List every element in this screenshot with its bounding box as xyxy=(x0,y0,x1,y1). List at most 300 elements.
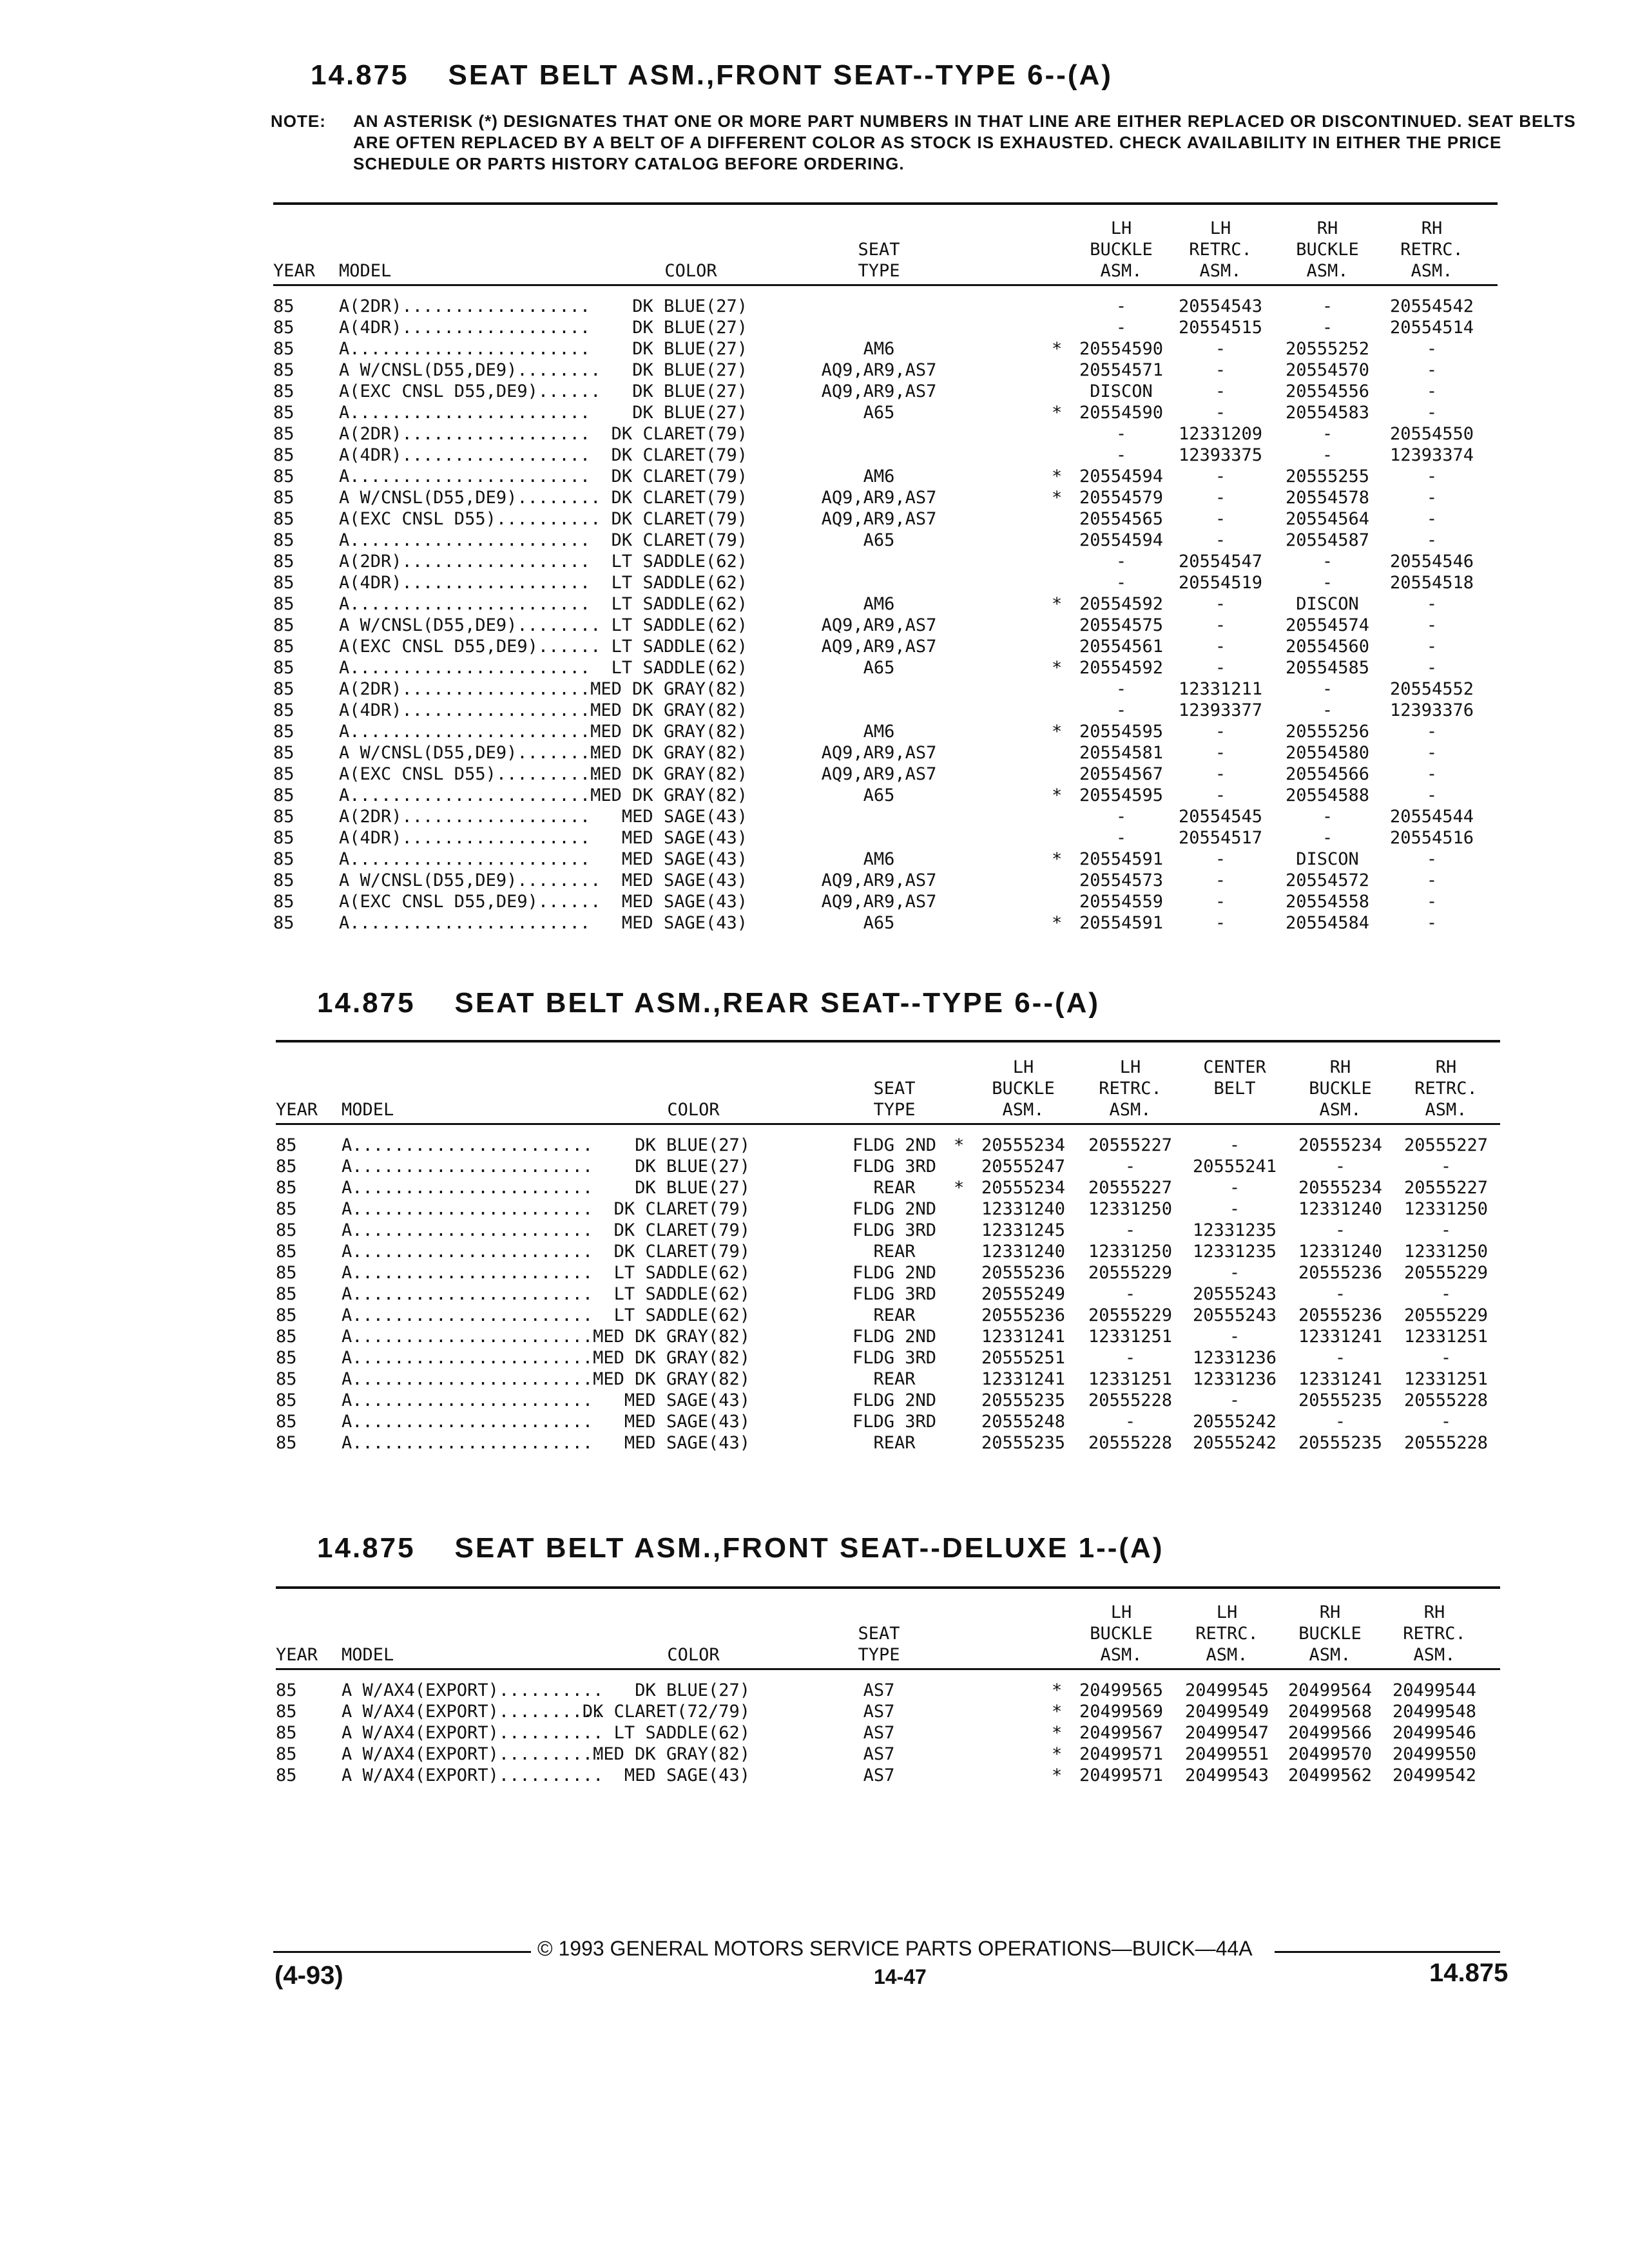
row-year: 85 xyxy=(273,892,294,912)
row-part-number: 20554561 xyxy=(1079,637,1164,657)
row-part-number: 20554580 xyxy=(1285,743,1370,763)
row-model: A W/AX4(EXPORT).......... xyxy=(342,1702,604,1722)
col-header-year: YEAR xyxy=(276,1100,318,1120)
row-part-number: - xyxy=(1426,339,1438,359)
row-part-number: 20555234 xyxy=(1298,1135,1383,1155)
col-header-part: ASM. xyxy=(1109,1100,1152,1120)
row-part-number: - xyxy=(1426,466,1438,486)
row-part-number: 20555227 xyxy=(1403,1135,1489,1155)
row-model: A....................... xyxy=(342,1412,593,1432)
row-part-number: - xyxy=(1115,828,1127,848)
row-part-number: 20499544 xyxy=(1392,1680,1477,1700)
row-part-number: 20499543 xyxy=(1184,1765,1269,1785)
row-model: A....................... xyxy=(339,403,591,423)
row-part-number: 20555236 xyxy=(981,1263,1066,1283)
row-part-number: 12393376 xyxy=(1389,700,1474,720)
row-part-number: 20554559 xyxy=(1079,892,1164,912)
row-color: MED SAGE(43) xyxy=(621,828,747,848)
row-part-number: 20554550 xyxy=(1389,424,1474,444)
row-part-number: 20555228 xyxy=(1088,1390,1173,1410)
note-label: NOTE: xyxy=(271,111,326,131)
row-part-number: - xyxy=(1335,1412,1346,1432)
col-header-part: LH xyxy=(1012,1057,1034,1077)
row-year: 85 xyxy=(273,913,294,933)
row-part-number: 20555229 xyxy=(1088,1305,1173,1325)
row-color: DK BLUE(27) xyxy=(632,360,747,380)
row-seat-type: AS7 xyxy=(863,1702,895,1722)
row-year: 85 xyxy=(276,1263,297,1283)
col-header-color: COLOR xyxy=(667,1645,720,1665)
col-header-part: BUCKLE xyxy=(1090,1624,1153,1644)
row-year: 85 xyxy=(273,828,294,848)
row-part-number: - xyxy=(1215,743,1226,763)
row-year: 85 xyxy=(273,296,294,316)
row-part-number: 20499547 xyxy=(1184,1723,1269,1743)
row-color: DK CLARET(79) xyxy=(611,530,747,550)
row-year: 85 xyxy=(273,424,294,444)
row-part-number: 12331235 xyxy=(1192,1220,1277,1240)
row-part-number: - xyxy=(1440,1220,1452,1240)
row-part-number: 20554516 xyxy=(1389,828,1474,848)
row-year: 85 xyxy=(276,1284,297,1304)
row-year: 85 xyxy=(273,552,294,572)
row-part-number: - xyxy=(1115,445,1127,465)
row-model: A....................... xyxy=(342,1135,593,1155)
row-model: A(4DR).................. xyxy=(339,318,591,338)
row-seat-type: AQ9,AR9,AS7 xyxy=(821,892,937,912)
row-seat-type: AQ9,AR9,AS7 xyxy=(821,488,937,508)
row-part-number: 20554571 xyxy=(1079,360,1164,380)
row-part-number: - xyxy=(1426,870,1438,890)
row-part-number: 20499569 xyxy=(1079,1702,1164,1722)
row-part-number: - xyxy=(1215,615,1226,635)
row-year: 85 xyxy=(273,360,294,380)
row-part-number: - xyxy=(1229,1178,1240,1198)
row-part-number: 12331241 xyxy=(981,1327,1066,1347)
row-year: 85 xyxy=(273,722,294,742)
row-part-number: 20554590 xyxy=(1079,339,1164,359)
row-part-number: 20554594 xyxy=(1079,466,1164,486)
row-asterisk: * xyxy=(1052,722,1063,742)
row-part-number: 20499568 xyxy=(1287,1702,1373,1722)
row-year: 85 xyxy=(273,318,294,338)
col-header-model: MODEL xyxy=(342,1100,394,1120)
col-header-part: RH xyxy=(1421,218,1443,238)
row-color: MED DK GRAY(82) xyxy=(593,1348,750,1368)
row-part-number: - xyxy=(1322,700,1333,720)
col-header-part: RETRC. xyxy=(1195,1624,1258,1644)
row-model: A....................... xyxy=(339,594,591,614)
row-model: A W/CNSL(D55,DE9)........ xyxy=(339,870,601,890)
row-part-number: 20499545 xyxy=(1184,1680,1269,1700)
row-part-number: 12393375 xyxy=(1178,445,1263,465)
row-part-number: DISCON xyxy=(1296,594,1359,614)
row-seat-type: A65 xyxy=(863,913,895,933)
row-seat-type: FLDG 2ND xyxy=(852,1327,937,1347)
row-asterisk: * xyxy=(1052,1744,1063,1764)
row-part-number: 20555235 xyxy=(981,1390,1066,1410)
row-part-number: 20499565 xyxy=(1079,1680,1164,1700)
row-seat-type: AM6 xyxy=(863,722,895,742)
row-part-number: 12331250 xyxy=(1088,1199,1173,1219)
row-part-number: 20499566 xyxy=(1287,1723,1373,1743)
row-year: 85 xyxy=(273,339,294,359)
row-seat-type: FLDG 2ND xyxy=(852,1390,937,1410)
divider xyxy=(276,1586,1500,1589)
row-part-number: - xyxy=(1215,870,1226,890)
row-asterisk: * xyxy=(1052,658,1063,678)
row-year: 85 xyxy=(276,1242,297,1262)
row-part-number: 20554542 xyxy=(1389,296,1474,316)
row-part-number: 20555242 xyxy=(1192,1412,1277,1432)
row-part-number: 12331250 xyxy=(1403,1199,1489,1219)
row-color: MED DK GRAY(82) xyxy=(590,700,747,720)
row-seat-type: FLDG 2ND xyxy=(852,1263,937,1283)
row-part-number: - xyxy=(1215,339,1226,359)
row-part-number: 20499550 xyxy=(1392,1744,1477,1764)
row-part-number: DISCON xyxy=(1296,849,1359,869)
row-color: MED SAGE(43) xyxy=(621,892,747,912)
row-part-number: - xyxy=(1215,785,1226,805)
row-part-number: - xyxy=(1215,530,1226,550)
row-color: DK BLUE(27) xyxy=(632,403,747,423)
col-header-seat-type: TYPE xyxy=(858,261,900,281)
row-color: MED SAGE(43) xyxy=(624,1390,750,1410)
row-seat-type: AM6 xyxy=(863,466,895,486)
col-header-part: BUCKLE xyxy=(992,1079,1055,1099)
row-color: DK BLUE(27) xyxy=(632,296,747,316)
row-model: A(4DR).................. xyxy=(339,445,591,465)
row-seat-type: AM6 xyxy=(863,594,895,614)
row-model: A W/CNSL(D55,DE9)........ xyxy=(339,488,601,508)
row-part-number: 12331241 xyxy=(1298,1369,1383,1389)
row-model: A W/AX4(EXPORT).......... xyxy=(342,1765,604,1785)
col-header-part: LH xyxy=(1216,1602,1238,1622)
row-color: DK CLARET(79) xyxy=(611,466,747,486)
row-part-number: - xyxy=(1426,360,1438,380)
row-model: A....................... xyxy=(339,913,591,933)
row-seat-type: AM6 xyxy=(863,339,895,359)
row-part-number: 12331235 xyxy=(1192,1242,1277,1262)
row-part-number: - xyxy=(1215,913,1226,933)
row-asterisk: * xyxy=(1052,849,1063,869)
row-seat-type: FLDG 3RD xyxy=(852,1157,937,1177)
row-model: A(2DR).................. xyxy=(339,807,591,827)
row-color: MED DK GRAY(82) xyxy=(593,1327,750,1347)
row-part-number: 20555228 xyxy=(1403,1390,1489,1410)
row-part-number: DISCON xyxy=(1090,381,1153,401)
row-seat-type: AS7 xyxy=(863,1723,895,1743)
row-seat-type: AQ9,AR9,AS7 xyxy=(821,360,937,380)
row-part-number: 20554545 xyxy=(1178,807,1263,827)
col-header-part: LH xyxy=(1210,218,1231,238)
row-part-number: - xyxy=(1215,658,1226,678)
row-part-number: 20554565 xyxy=(1079,509,1164,529)
row-part-number: 20555243 xyxy=(1192,1284,1277,1304)
row-color: DK BLUE(27) xyxy=(635,1680,750,1700)
row-part-number: 12331240 xyxy=(1298,1242,1383,1262)
row-model: A(4DR).................. xyxy=(339,573,591,593)
col-header-part: RH xyxy=(1423,1602,1445,1622)
row-part-number: 20499551 xyxy=(1184,1744,1269,1764)
row-year: 85 xyxy=(276,1157,297,1177)
row-part-number: 20555256 xyxy=(1285,722,1370,742)
col-header-part: ASM. xyxy=(1100,261,1142,281)
row-year: 85 xyxy=(276,1369,297,1389)
row-part-number: 20555229 xyxy=(1088,1263,1173,1283)
row-part-number: - xyxy=(1426,509,1438,529)
row-part-number: - xyxy=(1229,1135,1240,1155)
row-seat-type: AQ9,AR9,AS7 xyxy=(821,509,937,529)
row-part-number: - xyxy=(1426,722,1438,742)
row-part-number: - xyxy=(1322,296,1333,316)
row-model: A(EXC CNSL D55,DE9)...... xyxy=(339,637,601,657)
row-seat-type: AS7 xyxy=(863,1765,895,1785)
col-header-part: ASM. xyxy=(1413,1645,1456,1665)
row-color: DK BLUE(27) xyxy=(632,381,747,401)
col-header-seat: SEAT xyxy=(858,240,900,260)
row-part-number: 20555227 xyxy=(1403,1178,1489,1198)
row-part-number: 12331241 xyxy=(1298,1327,1383,1347)
row-part-number: 20554547 xyxy=(1178,552,1263,572)
row-part-number: - xyxy=(1335,1157,1346,1177)
row-year: 85 xyxy=(276,1744,297,1764)
row-part-number: - xyxy=(1215,637,1226,657)
row-part-number: - xyxy=(1322,445,1333,465)
row-part-number: - xyxy=(1426,488,1438,508)
row-part-number: 20555241 xyxy=(1192,1157,1277,1177)
row-part-number: - xyxy=(1215,594,1226,614)
row-part-number: 20555236 xyxy=(981,1305,1066,1325)
row-part-number: 20499542 xyxy=(1392,1765,1477,1785)
row-year: 85 xyxy=(273,466,294,486)
footer-rule-left xyxy=(273,1951,531,1953)
col-header-part: LH xyxy=(1119,1057,1141,1077)
row-model: A(2DR).................. xyxy=(339,552,591,572)
row-year: 85 xyxy=(276,1220,297,1240)
row-year: 85 xyxy=(273,743,294,763)
row-model: A....................... xyxy=(342,1327,593,1347)
row-part-number: - xyxy=(1229,1199,1240,1219)
row-part-number: - xyxy=(1335,1220,1346,1240)
row-part-number: - xyxy=(1124,1348,1136,1368)
row-seat-type: REAR xyxy=(873,1433,916,1453)
row-asterisk: * xyxy=(1052,403,1063,423)
row-color: DK BLUE(27) xyxy=(632,339,747,359)
row-part-number: 12331251 xyxy=(1088,1369,1173,1389)
row-part-number: 20554558 xyxy=(1285,892,1370,912)
row-part-number: 20555243 xyxy=(1192,1305,1277,1325)
row-color: LT SADDLE(62) xyxy=(611,637,747,657)
row-year: 85 xyxy=(273,870,294,890)
row-part-number: 12393374 xyxy=(1389,445,1474,465)
row-year: 85 xyxy=(273,658,294,678)
row-part-number: - xyxy=(1426,892,1438,912)
row-part-number: 20554595 xyxy=(1079,722,1164,742)
row-part-number: - xyxy=(1115,552,1127,572)
col-header-part: ASM. xyxy=(1206,1645,1248,1665)
row-color: DK CLARET(79) xyxy=(613,1199,750,1219)
row-part-number: 20555242 xyxy=(1192,1433,1277,1453)
row-color: LT SADDLE(62) xyxy=(613,1263,750,1283)
row-part-number: - xyxy=(1215,849,1226,869)
row-part-number: 20554579 xyxy=(1079,488,1164,508)
row-seat-type: AS7 xyxy=(863,1744,895,1764)
row-seat-type: FLDG 2ND xyxy=(852,1199,937,1219)
row-part-number: 20555251 xyxy=(981,1348,1066,1368)
header-rule xyxy=(273,284,1498,286)
row-part-number: - xyxy=(1322,807,1333,827)
divider xyxy=(276,1040,1500,1043)
row-model: A....................... xyxy=(339,466,591,486)
section-title-front-type6: 14.875 SEAT BELT ASM.,FRONT SEAT--TYPE 6--(A) xyxy=(311,59,1113,91)
col-header-part: LH xyxy=(1110,218,1132,238)
row-part-number: - xyxy=(1124,1284,1136,1304)
row-part-number: - xyxy=(1440,1157,1452,1177)
row-year: 85 xyxy=(276,1723,297,1743)
row-part-number: 20554560 xyxy=(1285,637,1370,657)
row-model: A(EXC CNSL D55).......... xyxy=(339,764,601,784)
row-year: 85 xyxy=(273,764,294,784)
row-part-number: 20554573 xyxy=(1079,870,1164,890)
row-color: MED SAGE(43) xyxy=(624,1412,750,1432)
row-color: DK BLUE(27) xyxy=(635,1178,750,1198)
row-part-number: 12331251 xyxy=(1403,1369,1489,1389)
row-part-number: 20554519 xyxy=(1178,573,1263,593)
row-part-number: 20555234 xyxy=(981,1135,1066,1155)
row-color: LT SADDLE(62) xyxy=(611,552,747,572)
row-model: A....................... xyxy=(339,339,591,359)
row-model: A W/AX4(EXPORT).......... xyxy=(342,1723,604,1743)
row-color: LT SADDLE(62) xyxy=(613,1305,750,1325)
section-title-rear-type6: 14.875 SEAT BELT ASM.,REAR SEAT--TYPE 6--(A) xyxy=(317,987,1101,1019)
row-model: A(2DR).................. xyxy=(339,296,591,316)
row-part-number: 20554564 xyxy=(1285,509,1370,529)
row-seat-type: AM6 xyxy=(863,849,895,869)
row-seat-type: REAR xyxy=(873,1305,916,1325)
col-header-part: ASM. xyxy=(1100,1645,1142,1665)
row-year: 85 xyxy=(273,445,294,465)
col-header-part: RETRC. xyxy=(1403,1624,1466,1644)
row-part-number: 12331250 xyxy=(1088,1242,1173,1262)
col-header-color: COLOR xyxy=(664,261,717,281)
row-part-number: 12331245 xyxy=(981,1220,1066,1240)
row-part-number: - xyxy=(1426,530,1438,550)
row-part-number: 20554566 xyxy=(1285,764,1370,784)
row-part-number: - xyxy=(1229,1263,1240,1283)
row-part-number: 20554592 xyxy=(1079,658,1164,678)
row-part-number: - xyxy=(1115,318,1127,338)
row-model: A(EXC CNSL D55).......... xyxy=(339,509,601,529)
row-seat-type: REAR xyxy=(873,1242,916,1262)
col-header-part: BUCKLE xyxy=(1296,240,1359,260)
row-part-number: 20554592 xyxy=(1079,594,1164,614)
row-part-number: 20554587 xyxy=(1285,530,1370,550)
row-seat-type: FLDG 3RD xyxy=(852,1220,937,1240)
row-year: 85 xyxy=(276,1765,297,1785)
col-header-part: CENTER xyxy=(1203,1057,1266,1077)
row-model: A....................... xyxy=(342,1242,593,1262)
row-part-number: - xyxy=(1426,785,1438,805)
row-seat-type: AQ9,AR9,AS7 xyxy=(821,615,937,635)
row-part-number: - xyxy=(1215,466,1226,486)
row-year: 85 xyxy=(273,488,294,508)
row-color: DK CLARET(79) xyxy=(613,1220,750,1240)
row-part-number: 20499567 xyxy=(1079,1723,1164,1743)
row-color: DK BLUE(27) xyxy=(635,1135,750,1155)
row-seat-type: A65 xyxy=(863,785,895,805)
row-color: LT SADDLE(62) xyxy=(611,658,747,678)
row-part-number: 20499564 xyxy=(1287,1680,1373,1700)
row-part-number: - xyxy=(1426,381,1438,401)
col-header-seat-type: TYPE xyxy=(873,1100,916,1120)
row-part-number: 12331250 xyxy=(1403,1242,1489,1262)
footer-page-number: 14-47 xyxy=(874,1965,927,1988)
row-part-number: - xyxy=(1322,552,1333,572)
row-part-number: 20555236 xyxy=(1298,1305,1383,1325)
row-asterisk: * xyxy=(1052,594,1063,614)
row-year: 85 xyxy=(273,403,294,423)
row-color: LT SADDLE(62) xyxy=(611,573,747,593)
row-part-number: - xyxy=(1124,1220,1136,1240)
col-header-part: RETRC. xyxy=(1189,240,1252,260)
row-seat-type: REAR xyxy=(873,1369,916,1389)
row-color: LT SADDLE(62) xyxy=(611,615,747,635)
row-part-number: - xyxy=(1124,1157,1136,1177)
row-color: LT SADDLE(62) xyxy=(611,594,747,614)
row-part-number: 20555252 xyxy=(1285,339,1370,359)
col-header-part: RH xyxy=(1316,218,1338,238)
row-color: MED SAGE(43) xyxy=(624,1433,750,1453)
row-part-number: 20555248 xyxy=(981,1412,1066,1432)
row-color: DK BLUE(27) xyxy=(635,1157,750,1177)
col-header-part: ASM. xyxy=(1306,261,1349,281)
col-header-part: BUCKLE xyxy=(1090,240,1153,260)
row-part-number: 20555235 xyxy=(981,1433,1066,1453)
row-asterisk: * xyxy=(1052,466,1063,486)
row-color: DK CLARET(72/79) xyxy=(582,1702,750,1722)
row-part-number: 20554584 xyxy=(1285,913,1370,933)
row-part-number: - xyxy=(1115,807,1127,827)
row-part-number: 20555236 xyxy=(1298,1263,1383,1283)
row-model: A W/AX4(EXPORT).......... xyxy=(342,1744,604,1764)
row-color: MED SAGE(43) xyxy=(624,1765,750,1785)
row-model: A W/AX4(EXPORT).......... xyxy=(342,1680,604,1700)
row-part-number: 12331251 xyxy=(1403,1327,1489,1347)
row-part-number: - xyxy=(1229,1327,1240,1347)
row-part-number: 20554595 xyxy=(1079,785,1164,805)
row-asterisk: * xyxy=(1052,913,1063,933)
row-part-number: - xyxy=(1124,1412,1136,1432)
col-header-part: RH xyxy=(1329,1057,1351,1077)
col-header-model: MODEL xyxy=(339,261,392,281)
row-part-number: 12393377 xyxy=(1178,700,1263,720)
row-color: MED DK GRAY(82) xyxy=(590,785,747,805)
row-part-number: 20555247 xyxy=(981,1157,1066,1177)
row-asterisk: * xyxy=(954,1178,965,1198)
row-color: DK CLARET(79) xyxy=(611,509,747,529)
row-color: LT SADDLE(62) xyxy=(613,1284,750,1304)
row-part-number: 20555235 xyxy=(1298,1433,1383,1453)
row-year: 85 xyxy=(273,573,294,593)
row-color: MED DK GRAY(82) xyxy=(593,1369,750,1389)
row-asterisk: * xyxy=(1052,1702,1063,1722)
col-header-part: BELT xyxy=(1213,1079,1256,1099)
row-model: A....................... xyxy=(339,722,591,742)
row-model: A....................... xyxy=(342,1157,593,1177)
row-part-number: 20499549 xyxy=(1184,1702,1269,1722)
row-part-number: - xyxy=(1215,509,1226,529)
